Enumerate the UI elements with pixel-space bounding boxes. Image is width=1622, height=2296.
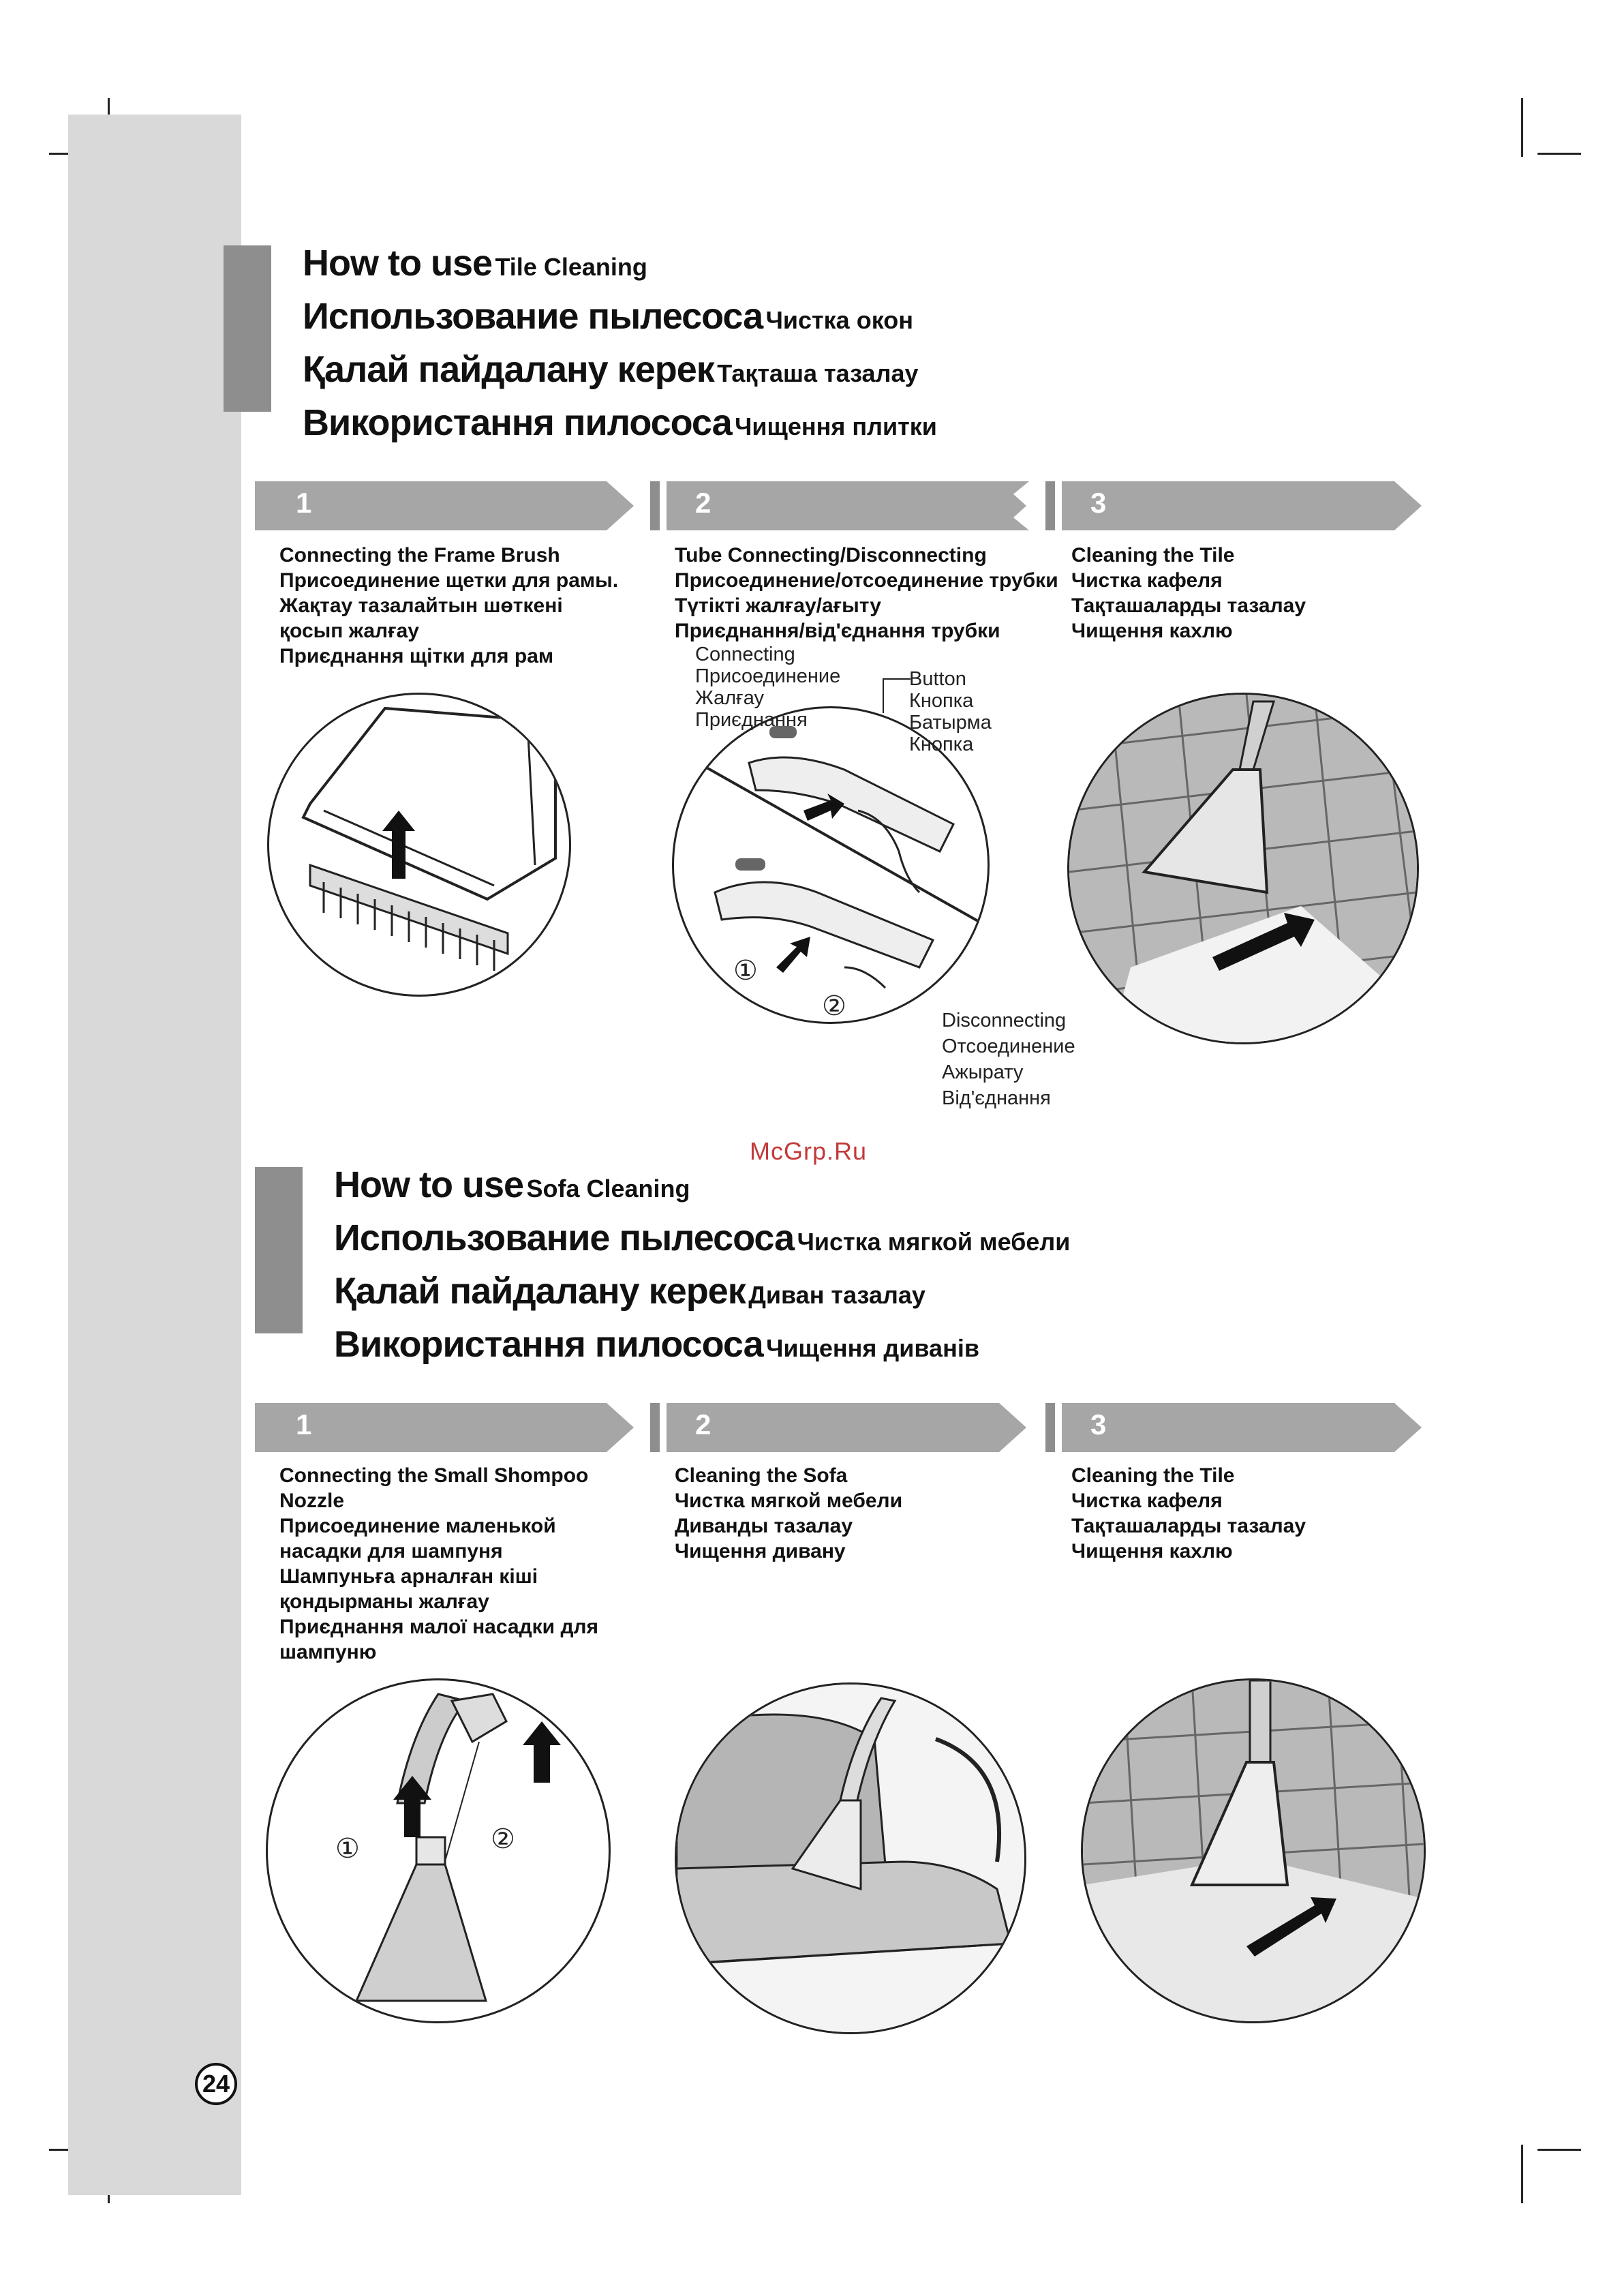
crop-mark	[1521, 98, 1523, 157]
step-banner-1: 1	[255, 1403, 637, 1452]
step-banner-3: 3	[1045, 481, 1427, 530]
step-2-instructions: Tube Connecting/Disconnecting Присоединение/отсоединение трубки Түтікті жалғау/ағыту Приєднання/від'єднання трубки	[675, 544, 1058, 642]
step-banner-3: 3	[1045, 1403, 1427, 1452]
step-2-instructions: Cleaning the Sofa Чистка мягкой мебели Диванды тазалау Чищення дивану	[675, 1464, 903, 1562]
tile-cleaning-illustration	[1067, 693, 1419, 1044]
step-1-instructions: Connecting the Frame Brush Присоединение щетки для рамы. Жақтау тазалайтын шөткені қосып жалғау Приєднання щітки для рам	[279, 544, 619, 667]
page-sidebar	[68, 115, 241, 2195]
callout-disconnecting: Disconnecting Отсоединение Ажырату Від'єднання	[942, 1010, 1075, 1109]
step-3-instructions: Cleaning the Tile Чистка кафеля Тақташаларды тазалау Чищення кахлю	[1071, 544, 1306, 642]
section-accent-bar	[224, 245, 271, 412]
marker-2: ②	[491, 1824, 515, 1854]
step-banner-1: 1	[255, 481, 637, 530]
step-banner-2: 2	[650, 481, 1032, 530]
step-3-instructions: Cleaning the Tile Чистка кафеля Тақташаларды тазалау Чищення кахлю	[1071, 1464, 1306, 1562]
marker-1: ①	[733, 956, 758, 986]
step-banner-2: 2	[650, 1403, 1032, 1452]
crop-mark	[1521, 2145, 1523, 2203]
crop-mark	[1537, 153, 1581, 155]
frame-brush-illustration	[267, 693, 571, 997]
watermark: McGrp.Ru	[750, 1137, 868, 1165]
tile-cleaning-illustration-2	[1081, 1678, 1426, 2023]
step-1-instructions: Connecting the Small Shompoo Nozzle Присоединение маленькой насадки для шампуня Шампуньға арналған кіші қондырманы жалғау Приєднання малої насадки для шампуню	[279, 1464, 599, 1663]
marker-1: ①	[335, 1834, 360, 1864]
callout-connecting: Connecting Присоединение Жалғау Приєднання	[695, 644, 841, 731]
page-number: 24	[195, 2063, 237, 2105]
callout-button-leader	[872, 675, 913, 716]
callout-button: Button Кнопка Батырма Кнопка	[909, 668, 992, 755]
section-title-tile: How to use Tile Cleaning Использование пылесоса Чистка окон Қалай пайдалану керек Тақташа тазалау Використання пилососа Чищення плитки	[303, 243, 937, 443]
shampoo-nozzle-illustration	[266, 1678, 611, 2023]
marker-2: ②	[822, 991, 846, 1021]
section-accent-bar	[255, 1167, 303, 1333]
crop-mark	[1537, 2149, 1581, 2151]
section-title-sofa: How to use Sofa Cleaning Использование пылесоса Чистка мягкой мебели Қалай пайдалану керек Диван тазалау Використання пилососа Чищення диванів	[334, 1164, 1071, 1365]
sofa-cleaning-illustration	[675, 1682, 1026, 2034]
